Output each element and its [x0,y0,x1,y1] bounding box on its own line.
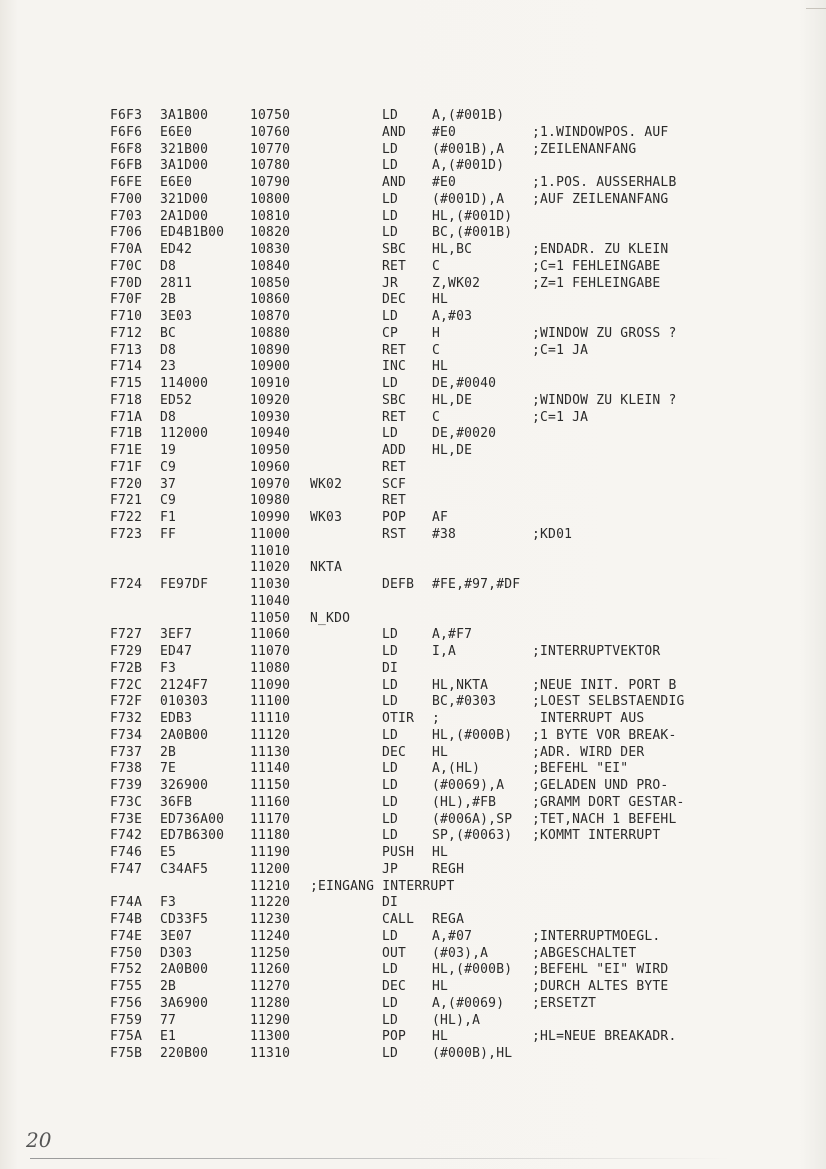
address: F727 [110,627,143,643]
line-number: 10940 [250,426,291,442]
machine-code: BC [160,325,177,341]
comment: ;AUF ZEILENANFANG [532,191,669,207]
address: F6F6 [110,124,143,140]
operand: REGA [432,912,465,927]
address: F70D [110,275,143,291]
address: F70A [110,242,143,257]
comment: ;TET,NACH 1 BEFEHL [532,811,677,827]
line-number: 10790 [250,175,291,190]
comment: ;LOEST SELBSTAENDIG [532,694,685,710]
machine-code: 36FB [160,794,193,810]
mnemonic: DEFB [382,577,415,592]
operand: HL,BC [432,242,473,257]
mnemonic: SBC [382,242,407,257]
comment: ;C=1 JA [532,342,589,358]
line-number: 11020 [250,560,291,576]
address: F75A [110,1029,143,1045]
mnemonic: LD [382,225,399,241]
bottom-rule [30,1158,730,1159]
mnemonic: LD [382,811,399,827]
label: ;EINGANG INTERRUPT [310,878,455,894]
operand: #FE,#97,#DF [432,577,521,592]
mnemonic: PUSH [382,845,415,860]
line-number: 11310 [250,1046,291,1061]
machine-code: ED736A00 [160,811,225,827]
address: F70F [110,292,143,308]
operand: C [432,258,441,274]
operand: AF [432,510,449,525]
line-number: 10880 [250,325,291,341]
address: F710 [110,309,143,324]
mnemonic: LD [382,794,399,810]
line-number: 10930 [250,409,291,425]
machine-code: 114000 [160,376,209,391]
line-number: 11130 [250,744,291,760]
mnemonic: LD [382,694,399,710]
address: F737 [110,744,143,760]
machine-code: F3 [160,895,177,911]
address: F74A [110,895,143,911]
address: F70C [110,258,143,274]
operand: (HL),#FB [432,794,497,810]
line-number: 11150 [250,778,291,793]
mnemonic: LD [382,158,399,174]
address: F718 [110,392,143,408]
line-number: 10960 [250,459,291,475]
address: F750 [110,945,143,961]
line-number: 10920 [250,392,291,408]
comment: ;WINDOW ZU GROSS ? [532,325,677,341]
mnemonic: LD [382,1012,399,1028]
mnemonic: SBC [382,392,407,408]
line-number: 10970 [250,476,291,492]
machine-code: D8 [160,258,177,274]
comment: ;HL=NEUE BREAKADR. [532,1029,677,1045]
line-number: 10870 [250,309,291,324]
line-number: 11010 [250,543,291,559]
line-number: 10950 [250,443,291,458]
machine-code: 3E07 [160,928,193,944]
mnemonic: DEC [382,979,407,994]
line-number: 11270 [250,979,291,994]
operand: HL,NKTA [432,677,489,693]
machine-code: 220B00 [160,1046,209,1061]
machine-code: ED47 [160,644,193,659]
address: F71A [110,409,143,425]
address: F74B [110,912,143,927]
address: F74E [110,928,143,944]
comment: INTERRUPT AUS [532,711,645,726]
comment: ;INTERRUPTVEKTOR [532,644,661,659]
comment: ;ZEILENANFANG [532,141,637,157]
address: F742 [110,828,143,844]
address: F713 [110,342,143,358]
label: WK02 [310,476,343,492]
operand: (#0069),A [432,778,505,793]
address: F703 [110,208,143,224]
line-number: 10980 [250,493,291,509]
comment: ;GELADEN UND PRO- [532,778,669,793]
operand: A,#07 [432,928,473,944]
machine-code: C9 [160,459,177,475]
operand: HL,DE [432,443,473,458]
operand: DE,#0040 [432,376,497,391]
mnemonic: LD [382,309,399,324]
comment: ;1 BYTE VOR BREAK- [532,727,677,743]
line-number: 10900 [250,359,291,375]
line-number: 10760 [250,124,291,140]
mnemonic: LD [382,928,399,944]
operand: BC,(#001B) [432,225,513,241]
address: F724 [110,577,143,592]
comment: ;1.WINDOWPOS. AUF [532,124,669,140]
machine-code: 321B00 [160,141,209,157]
operand: (#001B),A [432,141,505,157]
line-number: 11090 [250,677,291,693]
operand: A,(#001D) [432,158,505,174]
comment: ;C=1 JA [532,409,589,425]
mnemonic: LD [382,677,399,693]
address: F75B [110,1046,143,1061]
address: F739 [110,778,143,793]
machine-code: F3 [160,660,177,676]
machine-code: D8 [160,409,177,425]
mnemonic: JP [382,861,399,877]
machine-code: 2A1D00 [160,208,209,224]
operand: H [432,325,441,341]
operand: (HL),A [432,1012,481,1028]
line-number: 11300 [250,1029,291,1045]
line-number: 11050 [250,610,291,626]
operand: HL [432,292,449,308]
mnemonic: DI [382,895,399,911]
operand: A,(#001B) [432,108,505,123]
mnemonic: DI [382,660,399,676]
operand: A,#F7 [432,627,473,643]
address: F734 [110,727,143,743]
comment: ;WINDOW ZU KLEIN ? [532,392,677,408]
address: F721 [110,493,143,509]
mnemonic: POP [382,510,407,525]
address: F706 [110,225,143,241]
line-number: 11000 [250,526,291,542]
machine-code: FF [160,526,177,542]
operand: (#001D),A [432,191,505,207]
mnemonic: RET [382,493,407,509]
line-number: 10890 [250,342,291,358]
address: F71B [110,426,143,442]
line-number: 11060 [250,627,291,643]
comment: ;BEFEHL "EI" WIRD [532,962,669,978]
address: F752 [110,962,143,978]
paper-edge-mark [806,8,826,9]
mnemonic: CP [382,325,399,341]
address: F723 [110,526,143,542]
machine-code: 2A0B00 [160,727,209,743]
comment: ;DURCH ALTES BYTE [532,979,669,994]
comment: ;ADR. WIRD DER [532,744,645,760]
line-number: 11040 [250,593,291,609]
address: F6FB [110,158,143,174]
address: F6F3 [110,108,143,123]
machine-code: 2B [160,292,177,308]
line-number: 10910 [250,376,291,391]
operand: #38 [432,526,457,542]
line-number: 10750 [250,108,291,123]
machine-code: C9 [160,493,177,509]
machine-code: FE97DF [160,577,209,592]
operand: HL [432,845,449,860]
mnemonic: RST [382,526,407,542]
mnemonic: JR [382,275,399,291]
operand: #E0 [432,124,457,140]
machine-code: 3A1D00 [160,158,209,174]
comment: ;NEUE INIT. PORT B [532,677,677,693]
line-number: 10770 [250,141,291,157]
machine-code: CD33F5 [160,912,209,927]
label: NKTA [310,560,343,576]
address: F756 [110,995,143,1011]
line-number: 10990 [250,510,291,525]
line-number: 11230 [250,912,291,927]
operand: Z,WK02 [432,275,481,291]
mnemonic: DEC [382,292,407,308]
address: F722 [110,510,143,525]
address: F732 [110,711,143,726]
operand: HL [432,979,449,994]
operand: A,#03 [432,309,473,324]
machine-code: 2B [160,744,177,760]
line-number: 10780 [250,158,291,174]
address: F700 [110,191,143,207]
mnemonic: ADD [382,443,407,458]
mnemonic: LD [382,761,399,777]
operand: (#03),A [432,945,489,961]
line-number: 10860 [250,292,291,308]
mnemonic: RET [382,258,407,274]
operand: A,(HL) [432,761,481,777]
machine-code: 2811 [160,275,193,291]
line-number: 10820 [250,225,291,241]
line-number: 11070 [250,644,291,659]
line-number: 11250 [250,945,291,961]
mnemonic: LD [382,644,399,659]
comment: ;C=1 FEHLEINGABE [532,258,661,274]
line-number: 11120 [250,727,291,743]
mnemonic: LD [382,828,399,844]
machine-code: 3EF7 [160,627,193,643]
machine-code: 23 [160,359,177,375]
line-number: 11140 [250,761,291,777]
label: N_KDO [310,610,351,626]
address: F714 [110,359,143,375]
address: F72F [110,694,143,710]
address: F6F8 [110,141,143,157]
operand: (#000B),HL [432,1046,513,1061]
machine-code: E6E0 [160,175,193,190]
address: F71E [110,443,143,458]
machine-code: E1 [160,1029,177,1045]
line-number: 10830 [250,242,291,257]
mnemonic: RET [382,409,407,425]
line-number: 11080 [250,660,291,676]
mnemonic: LD [382,141,399,157]
machine-code: 7E [160,761,177,777]
operand: HL [432,359,449,375]
address: F73C [110,794,143,810]
address: F72B [110,660,143,676]
machine-code: ED7B6300 [160,828,225,844]
mnemonic: LD [382,727,399,743]
machine-code: 2124F7 [160,677,209,693]
operand: SP,(#0063) [432,828,513,844]
machine-code: 3A1B00 [160,108,209,123]
operand: A,(#0069) [432,995,505,1011]
line-number: 11180 [250,828,291,844]
address: F759 [110,1012,143,1028]
address: F720 [110,476,143,492]
machine-code: 37 [160,476,177,492]
address: F746 [110,845,143,860]
mnemonic: LD [382,995,399,1011]
mnemonic: RET [382,459,407,475]
operand: HL [432,744,449,760]
comment: ;1.POS. AUSSERHALB [532,175,677,190]
machine-code: 19 [160,443,177,458]
machine-code: D303 [160,945,193,961]
comment: ;KD01 [532,526,573,542]
mnemonic: LD [382,1046,399,1061]
mnemonic: LD [382,208,399,224]
operand: ; [432,711,441,726]
mnemonic: LD [382,962,399,978]
mnemonic: OTIR [382,711,415,726]
mnemonic: DEC [382,744,407,760]
operand: HL,(#001D) [432,208,513,224]
machine-code: 3E03 [160,309,193,324]
machine-code: E6E0 [160,124,193,140]
machine-code: C34AF5 [160,861,209,877]
line-number: 11190 [250,845,291,860]
line-number: 11210 [250,878,291,894]
operand: REGH [432,861,465,877]
machine-code: E5 [160,845,177,860]
mnemonic: AND [382,175,407,190]
mnemonic: LD [382,108,399,123]
mnemonic: POP [382,1029,407,1045]
mnemonic: LD [382,376,399,391]
comment: ;GRAMM DORT GESTAR- [532,794,685,810]
address: F73E [110,811,143,827]
operand: #E0 [432,175,457,190]
machine-code: F1 [160,510,177,525]
machine-code: 112000 [160,426,209,442]
comment: ;ABGESCHALTET [532,945,637,961]
machine-code: 2B [160,979,177,994]
mnemonic: RET [382,342,407,358]
address: F747 [110,861,143,877]
operand: DE,#0020 [432,426,497,442]
mnemonic: LD [382,627,399,643]
comment: ;BEFEHL "EI" [532,761,629,777]
machine-code: 321D00 [160,191,209,207]
mnemonic: LD [382,778,399,793]
line-number: 11030 [250,577,291,592]
mnemonic: LD [382,191,399,207]
comment: ;KOMMT INTERRUPT [532,828,661,844]
line-number: 11280 [250,995,291,1011]
operand: I,A [432,644,457,659]
operand: HL [432,1029,449,1045]
address: F6FE [110,175,143,190]
machine-code: ED4B1B00 [160,225,225,241]
mnemonic: CALL [382,912,415,927]
line-number: 11290 [250,1012,291,1028]
operand: HL,(#000B) [432,962,513,978]
address: F755 [110,979,143,994]
mnemonic: SCF [382,476,407,492]
address: F738 [110,761,143,777]
machine-code: 010303 [160,694,209,710]
address: F71F [110,459,143,475]
line-number: 10840 [250,258,291,274]
machine-code: 3A6900 [160,995,209,1011]
mnemonic: OUT [382,945,407,961]
operand: BC,#0303 [432,694,497,710]
line-number: 10850 [250,275,291,291]
address: F72C [110,677,143,693]
line-number: 11110 [250,711,291,726]
line-number: 10810 [250,208,291,224]
comment: ;ERSETZT [532,995,597,1011]
operand: HL,(#000B) [432,727,513,743]
line-number: 10800 [250,191,291,207]
machine-code: 2A0B00 [160,962,209,978]
line-number: 11260 [250,962,291,978]
machine-code: 326900 [160,778,209,793]
line-number: 11200 [250,861,291,877]
line-number: 11160 [250,794,291,810]
comment: ;ENDADR. ZU KLEIN [532,242,669,257]
machine-code: 77 [160,1012,177,1028]
mnemonic: AND [382,124,407,140]
operand: (#006A),SP [432,811,513,827]
machine-code: ED42 [160,242,193,257]
address: F729 [110,644,143,659]
page-number: 20 [26,1128,52,1152]
mnemonic: INC [382,359,407,375]
comment: ;Z=1 FEHLEINGABE [532,275,661,291]
mnemonic: LD [382,426,399,442]
line-number: 11240 [250,928,291,944]
operand: HL,DE [432,392,473,408]
comment: ;INTERRUPTMOEGL. [532,928,661,944]
line-number: 11100 [250,694,291,710]
address: F712 [110,325,143,341]
label: WK03 [310,510,343,525]
machine-code: ED52 [160,392,193,408]
machine-code: D8 [160,342,177,358]
line-number: 11170 [250,811,291,827]
machine-code: EDB3 [160,711,193,726]
address: F715 [110,376,143,391]
operand: C [432,342,441,358]
line-number: 11220 [250,895,291,911]
operand: C [432,409,441,425]
